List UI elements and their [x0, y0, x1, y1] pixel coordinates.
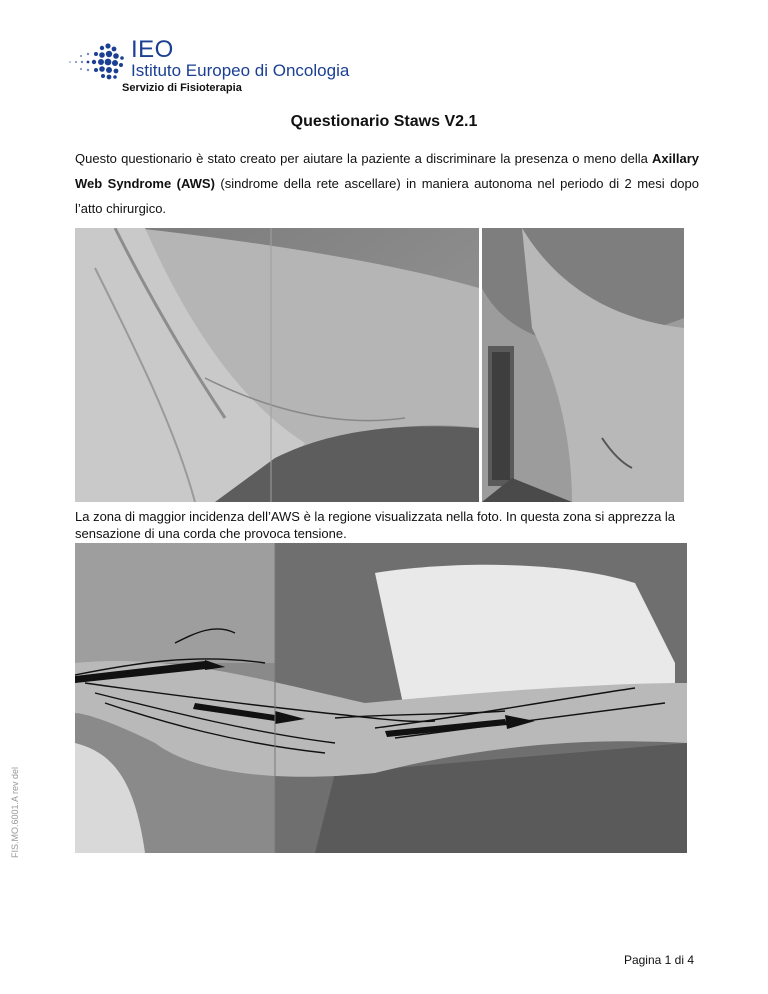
- armpit-photo-right: [482, 228, 684, 502]
- logo-acronym: IEO: [131, 36, 174, 63]
- logo-dots-icon: [62, 40, 126, 84]
- forearm-cords-photo: [75, 543, 687, 853]
- intro-text-end: (sindrome della rete ascellare) in maniera autonoma nel periodo di 2 mesi dopo l’atto chirurgico.: [75, 176, 699, 216]
- intro-bold-term: Axillary Web Syndrome (AWS): [75, 151, 699, 191]
- page-number: Pagina 1 di 4: [623, 953, 694, 967]
- page-title: Questionario Staws V2.1: [290, 113, 478, 130]
- intro-text-start: Questo questionario è stato creato per aiutare la paziente a discriminare la presenza o meno della: [75, 151, 653, 166]
- service-name: Servizio di Fisioterapia: [122, 82, 242, 94]
- armpit-photo-left: [75, 228, 479, 502]
- intro-paragraph: [75, 146, 699, 221]
- document-code: FIS.MO.6001.A rev del: [10, 766, 20, 858]
- logo-institute-name: Istituto Europeo di Oncologia: [131, 61, 350, 80]
- photo-caption: La zona di maggior incidenza dell’AWS è la regione visualizzata nella foto. In questa zona si apprezza la sensazione di una corda che provoca tensione.: [75, 509, 676, 541]
